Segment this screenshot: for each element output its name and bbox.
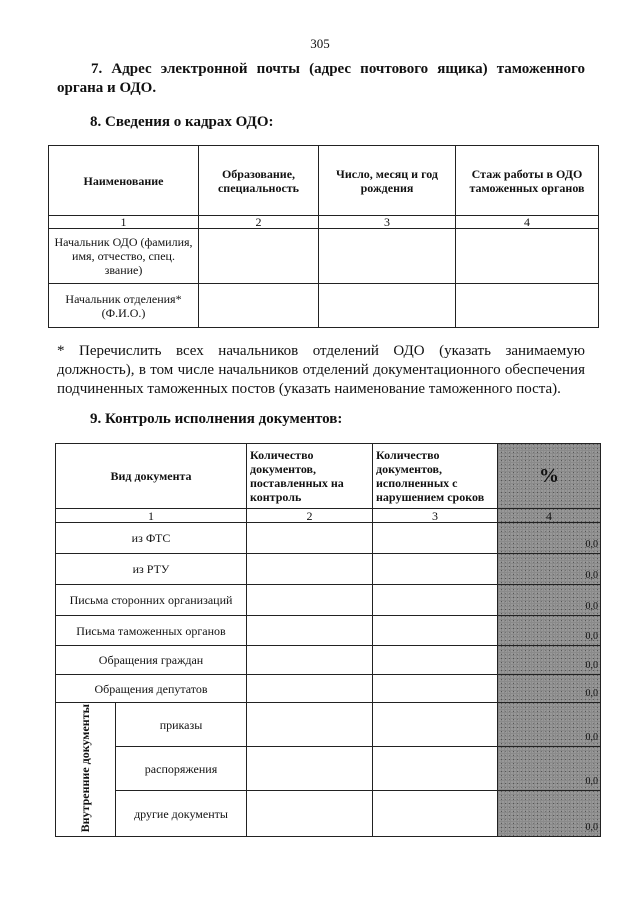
table-row: [56, 523, 601, 554]
section-9-heading: 9. Контроль исполнения документов:: [90, 411, 343, 427]
column-number: 1: [56, 509, 247, 523]
row-label: Письма сторонних организаций: [56, 585, 247, 616]
header-cell: Количество документов, исполненных с нарушением сроков: [373, 444, 498, 509]
row-label: Обращения депутатов: [56, 675, 247, 703]
footnote-text: * Перечислить всех начальников отделений ОДО (указать занимаемую должность), в том числе начальников отделений документационного обеспечения подчиненных таможенных постов (указать наименование таможенного поста).: [57, 343, 585, 397]
column-number: 3: [319, 216, 456, 229]
row-label: Обращения граждан: [56, 646, 247, 675]
column-number-row: [49, 216, 599, 229]
table-header-row: [49, 146, 599, 216]
percent-value: 0,0: [585, 660, 599, 671]
empty-cell[interactable]: [373, 675, 498, 703]
percent-value: 0,0: [585, 601, 599, 612]
empty-cell[interactable]: [247, 585, 373, 616]
section-8-heading: 8. Сведения о кадрах ОДО:: [90, 114, 274, 130]
column-number: 4: [456, 216, 599, 229]
table-row: [56, 791, 601, 837]
table-row: [56, 554, 601, 585]
row-label: Начальник отделения* (Ф.И.О.): [49, 284, 199, 328]
empty-cell[interactable]: [247, 554, 373, 585]
section-7: [57, 60, 585, 98]
percent-cell: [498, 554, 601, 585]
empty-cell[interactable]: [319, 284, 456, 328]
percent-value: 0,0: [585, 631, 599, 642]
percent-cell: [498, 675, 601, 703]
section-7-heading: 7. Адрес электронной почты (адрес почтового ящика) таможенного органа и ОДО.: [57, 61, 585, 96]
empty-cell[interactable]: [247, 747, 373, 791]
column-number: 4: [498, 509, 601, 523]
row-label: приказы: [116, 703, 247, 747]
percent-value: 0,0: [585, 822, 599, 834]
percent-value: 0,0: [585, 688, 599, 699]
empty-cell[interactable]: [373, 747, 498, 791]
empty-cell[interactable]: [373, 646, 498, 675]
page-number: 305: [310, 36, 330, 51]
row-label: из РТУ: [56, 554, 247, 585]
table-row: [56, 703, 601, 747]
percent-cell: [498, 747, 601, 791]
group-label: Внутренние документы: [78, 704, 92, 833]
percent-cell: [498, 616, 601, 646]
header-cell: Стаж работы в ОДО таможенных органов: [456, 146, 599, 216]
empty-cell[interactable]: [247, 646, 373, 675]
column-number: 2: [247, 509, 373, 523]
table-row: [56, 675, 601, 703]
empty-cell[interactable]: [199, 229, 319, 284]
percent-value: 0,0: [585, 539, 599, 550]
empty-cell[interactable]: [373, 554, 498, 585]
empty-cell[interactable]: [247, 616, 373, 646]
empty-cell[interactable]: [373, 791, 498, 837]
empty-cell[interactable]: [199, 284, 319, 328]
row-label: Начальник ОДО (фамилия, имя, отчество, спец. звание): [49, 229, 199, 284]
header-cell: Вид документа: [56, 444, 247, 509]
empty-cell[interactable]: [319, 229, 456, 284]
empty-cell[interactable]: [373, 585, 498, 616]
percent-cell: [498, 703, 601, 747]
row-label: распоряжения: [116, 747, 247, 791]
empty-cell[interactable]: [247, 791, 373, 837]
row-label: из ФТС: [56, 523, 247, 554]
staff-table: [48, 145, 599, 328]
percent-value: 0,0: [585, 570, 599, 581]
table-header-row: [56, 444, 601, 509]
document-control-table: [55, 443, 601, 837]
header-cell: Число, месяц и год рождения: [319, 146, 456, 216]
percent-cell: [498, 646, 601, 675]
empty-cell[interactable]: [247, 523, 373, 554]
table-row: [49, 284, 599, 328]
column-number: 3: [373, 509, 498, 523]
empty-cell[interactable]: [456, 229, 599, 284]
percent-value: 0,0: [585, 732, 599, 744]
table-row: [49, 229, 599, 284]
empty-cell[interactable]: [456, 284, 599, 328]
footnote: [57, 342, 585, 399]
header-cell: Образование, специальность: [199, 146, 319, 216]
internal-documents-group: [56, 703, 116, 837]
column-number: 2: [199, 216, 319, 229]
percent-cell: [498, 791, 601, 837]
empty-cell[interactable]: [373, 703, 498, 747]
table-row: [56, 646, 601, 675]
header-cell: Количество документов, поставленных на контроль: [247, 444, 373, 509]
empty-cell[interactable]: [247, 675, 373, 703]
column-number: 1: [49, 216, 199, 229]
table-row: [56, 747, 601, 791]
percent-header: %: [498, 444, 601, 509]
table-row: [56, 585, 601, 616]
empty-cell[interactable]: [373, 616, 498, 646]
row-label: Письма таможенных органов: [56, 616, 247, 646]
row-label: другие документы: [116, 791, 247, 837]
percent-value: 0,0: [585, 776, 599, 788]
column-number-row: [56, 509, 601, 523]
header-cell: Наименование: [49, 146, 199, 216]
empty-cell[interactable]: [247, 703, 373, 747]
percent-cell: [498, 585, 601, 616]
empty-cell[interactable]: [373, 523, 498, 554]
table-row: [56, 616, 601, 646]
percent-cell: [498, 523, 601, 554]
